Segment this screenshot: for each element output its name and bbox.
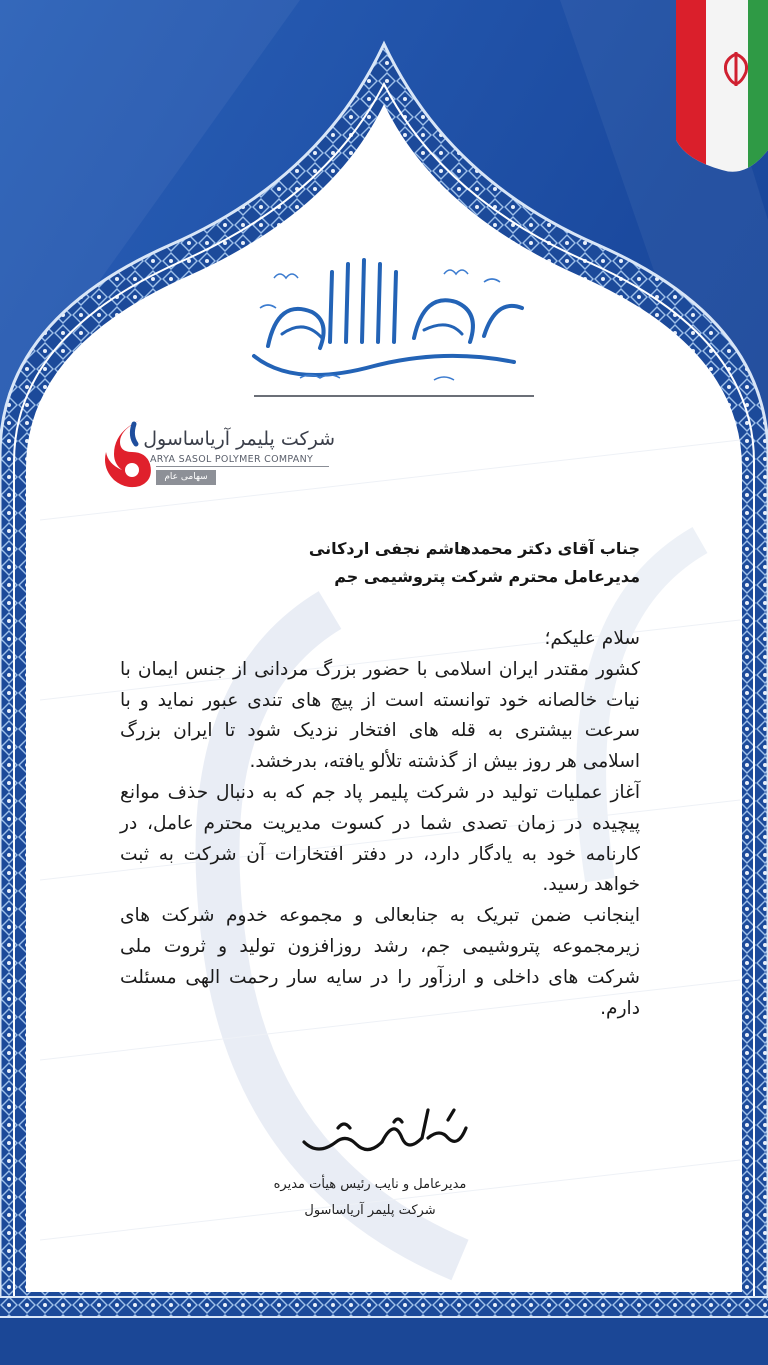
signer-role: مدیرعامل و نایب رئیس هیأت مدیره	[273, 1177, 467, 1192]
paragraph-3: اینجانب ضمن تبریک به جنابعالی و مجموعه خدوم شرکت های زیرمجموعه پتروشیمی جم، رشد روزافزون تولید و ثروت ملی شرکت های داخلی و ارزآور را در سایه سار رحمت الهی مسئلت دارم.	[120, 905, 640, 1019]
signer-company: شرکت پلیمر آریاساسول	[304, 1203, 436, 1218]
recipient-block	[120, 535, 640, 591]
recipient-title: مدیرعامل محترم شرکت پتروشیمی جم	[334, 567, 640, 586]
letter-body	[120, 624, 640, 1024]
bismillah-calligraphy-icon	[234, 238, 534, 398]
salutation: سلام علیکم؛	[544, 628, 640, 649]
iran-flag-icon	[676, 0, 768, 178]
signature-image	[298, 1098, 478, 1168]
company-name-fa: شرکت پلیمر آریاساسول	[143, 428, 335, 450]
company-name-en: ARYA SASOL POLYMER COMPANY	[150, 454, 314, 465]
recipient-name: جناب آقای دکتر محمدهاشم نجفی اردکانی	[308, 539, 640, 558]
paragraph-2: آغاز عملیات تولید در شرکت پلیمر پاد جم که به دنبال حذف موانع پیچیده در زمان تصدی شما در کسوت مدیریت محترم عامل، در کارنامه خود به یادگار دارد، در دفتر افتخارات آن شرکت به ثبت خواهد رسید.	[120, 781, 640, 896]
paragraph-1: کشور مقتدر ایران اسلامی با حضور بزرگ مردانی از جنس ایمان با نیات خالصانه خود توانسته است از پیچ های تندی عبور نماید و با سرعت بیشتری به قله های افتخار نزدیک شود تا ایران بزرگ اسلامی هر روز بیش از گذشته تلألو یافته، بدرخشد.	[120, 658, 640, 773]
company-type-tag: سهامی عام	[156, 470, 216, 485]
logo-divider	[156, 466, 329, 467]
